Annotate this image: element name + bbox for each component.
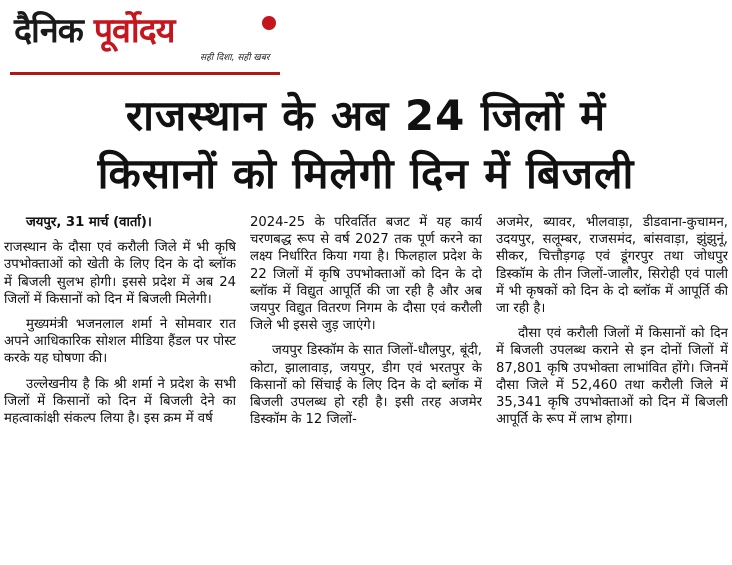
- headline-line-1: राजस्थान के अब 24 जिलों में: [125, 91, 607, 140]
- article-paragraph: दौसा एवं करौली जिलों में किसानों को दिन में बिजली उपलब्ध कराने से इन दोनों जिलों में 87,801 कृषि उपभोक्ता लाभांवित होंगे। जिनमें दौसा जिले में 52,460 तथा करौली जिले में 35,341 कृषि उपभोक्ताओं को दिन में बिजली आपूर्ति के रूप में लाभ होगा।: [496, 326, 728, 428]
- article-column-1: [4, 214, 236, 564]
- article-paragraph: 2024-25 के परिवर्तित बजट में यह कार्य चरणबद्ध रूप से वर्ष 2027 तक पूर्ण करने का लक्ष्य निर्धारित किया गया है। फिलहाल प्रदेश के 22 जिलों में कृषि उपभोक्ताओं को दिन के दो ब्लॉक में विद्युत आपूर्ति की जा रही है और अब जयपुर विद्युत वितरण निगम के दौसा एवं करौली जिले भी इससे जुड़ जाएंगे।: [250, 215, 482, 334]
- masthead-tagline: सही दिशा, सही खबर: [200, 53, 270, 63]
- logo-dot-icon: [262, 16, 276, 30]
- article-paragraph: मुख्यमंत्री भजनलाल शर्मा ने सोमवार रात अपने आधिकारिक सोशल मीडिया हैंडल पर पोस्ट करके यह घोषणा की।: [4, 317, 236, 367]
- article-paragraph: अजमेर, ब्यावर, भीलवाड़ा, डीडवाना-कुचामन, उदयपुर, सलूम्बर, राजसमंद, बांसवाड़ा, झुंझुनूं, सीकर, चित्तौड़गढ़ एवं डूंगरपुर तथा जोधपुर डिस्कॉम के तीन जिलों-जालौर, सिरोही एवं पाली में भी कृषकों को दिन के दो ब्लॉक में आपूर्ति की जा रही है।: [496, 215, 728, 317]
- article-paragraph: राजस्थान के दौसा एवं करौली जिले में भी कृषि उपभोक्ताओं को खेती के लिए दिन के दो ब्लॉक में बिजली सुलभ होगी। इससे प्रदेश में अब 24 जिलों में किसानों को दिन में बिजली मिलेगी।: [4, 240, 236, 307]
- masthead-logo: [10, 6, 280, 75]
- article-column-3: [496, 214, 728, 564]
- article-paragraph: जयपुर डिस्कॉम के सात जिलों-धौलपुर, बूंदी, कोटा, झालावाड़, जयपुर, डीग एवं भरतपुर के किसानों को सिंचाई के लिए दिन के दो ब्लॉक में बिजली उपलब्ध हो रही है। इसी तरह अजमेर डिस्कॉम के 12 जिलों-: [250, 343, 482, 428]
- article-column-2: [250, 214, 482, 564]
- headline-line-2: किसानों को मिलेगी दिन में बिजली: [97, 149, 635, 198]
- masthead-title: [14, 6, 174, 52]
- masthead-name-part2: पूर्वोदय: [93, 11, 175, 51]
- article-dateline: जयपुर, 31 मार्च (वार्ता)।: [26, 215, 152, 230]
- masthead-name-part1: दैनिक: [14, 11, 94, 51]
- article-paragraph: उल्लेखनीय है कि श्री शर्मा ने प्रदेश के सभी जिलों में किसानों को दिन में बिजली देने का महत्वाकांक्षी संकल्प लिया है। इस क्रम में वर्ष: [4, 376, 236, 427]
